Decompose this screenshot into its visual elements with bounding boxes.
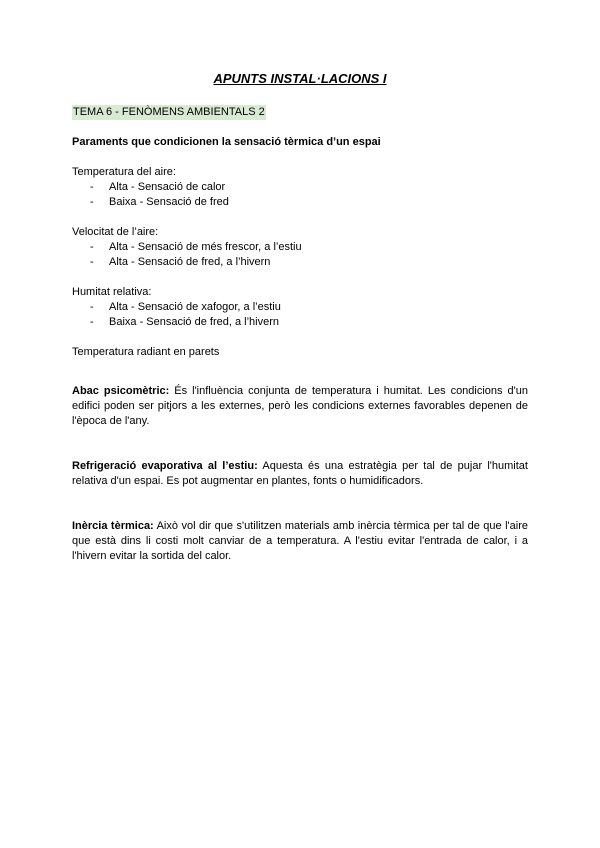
bullet-list <box>72 240 528 270</box>
paragraph-psychrometric-chart <box>72 384 528 429</box>
dash-bullet: - <box>90 316 94 328</box>
list-item-text: Alta - Sensació de més frescor, a l’estiu <box>109 241 302 253</box>
paragraph-term: Abac psicomètric: <box>72 385 170 397</box>
paragraph-thermal-inertia <box>72 519 528 564</box>
list-item <box>72 240 528 255</box>
dash-bullet: - <box>90 301 94 313</box>
bullet-list <box>72 300 528 330</box>
dash-bullet: - <box>90 196 94 208</box>
list-item-text: Baixa - Sensació de fred, a l’hivern <box>109 316 279 328</box>
section-heading: Paraments que condicionen la sensació tèrmica d’un espai <box>72 136 381 148</box>
paragraph-text: És l'influència conjunta de temperatura i humitat. Les condicions d'un edifici poden ser pitjors a les externes, però les condicions externes favorables depenen de l'època de l'any. <box>72 385 528 427</box>
group-label: Temperatura del aire: <box>72 166 176 178</box>
list-item-text: Alta - Sensació de calor <box>109 181 226 193</box>
list-item <box>72 315 528 330</box>
document-page <box>72 70 528 564</box>
dash-bullet: - <box>90 256 94 268</box>
list-item <box>72 300 528 315</box>
bullet-list <box>72 180 528 210</box>
group-air-temperature <box>72 165 528 210</box>
group-label: Humitat relativa: <box>72 286 152 298</box>
group-relative-humidity <box>72 285 528 330</box>
group-label: Velocitat de l’aire: <box>72 226 159 238</box>
paragraph-text: Aquesta és una estratègia per tal de pujar l'humitat relativa d'un espai. Es pot augmentar en plantes, fonts o humidificadors. <box>72 460 528 487</box>
paragraph-text: Això vol dir que s'utilitzen materials amb inèrcia tèrmica per tal de que l'aire que està dins li costi molt canviar de a temperatura. A l'estiu evitar l'entrada de calor, i a l'hivern evitar la sortida del calor. <box>72 520 528 562</box>
paragraph-evaporative-cooling <box>72 459 528 489</box>
list-item <box>72 195 528 210</box>
list-item-text: Alta - Sensació de fred, a l’hivern <box>109 256 271 268</box>
dash-bullet: - <box>90 241 94 253</box>
paragraph-term: Inèrcia tèrmica: <box>72 520 154 532</box>
list-item <box>72 180 528 195</box>
list-item-text: Baixa - Sensació de fred <box>109 196 229 208</box>
topic-highlight: TEMA 6 - FENÒMENS AMBIENTALS 2 <box>73 106 265 118</box>
dash-bullet: - <box>90 181 94 193</box>
list-item <box>72 255 528 270</box>
document-title: APUNTS INSTAL·LACIONS I <box>213 71 387 86</box>
group-air-velocity <box>72 225 528 270</box>
list-item-text: Alta - Sensació de xafogor, a l’estiu <box>109 301 281 313</box>
radiant-temperature-line: Temperatura radiant en parets <box>72 346 220 358</box>
paragraph-term: Refrigeració evaporativa al l’estiu: <box>72 460 258 472</box>
